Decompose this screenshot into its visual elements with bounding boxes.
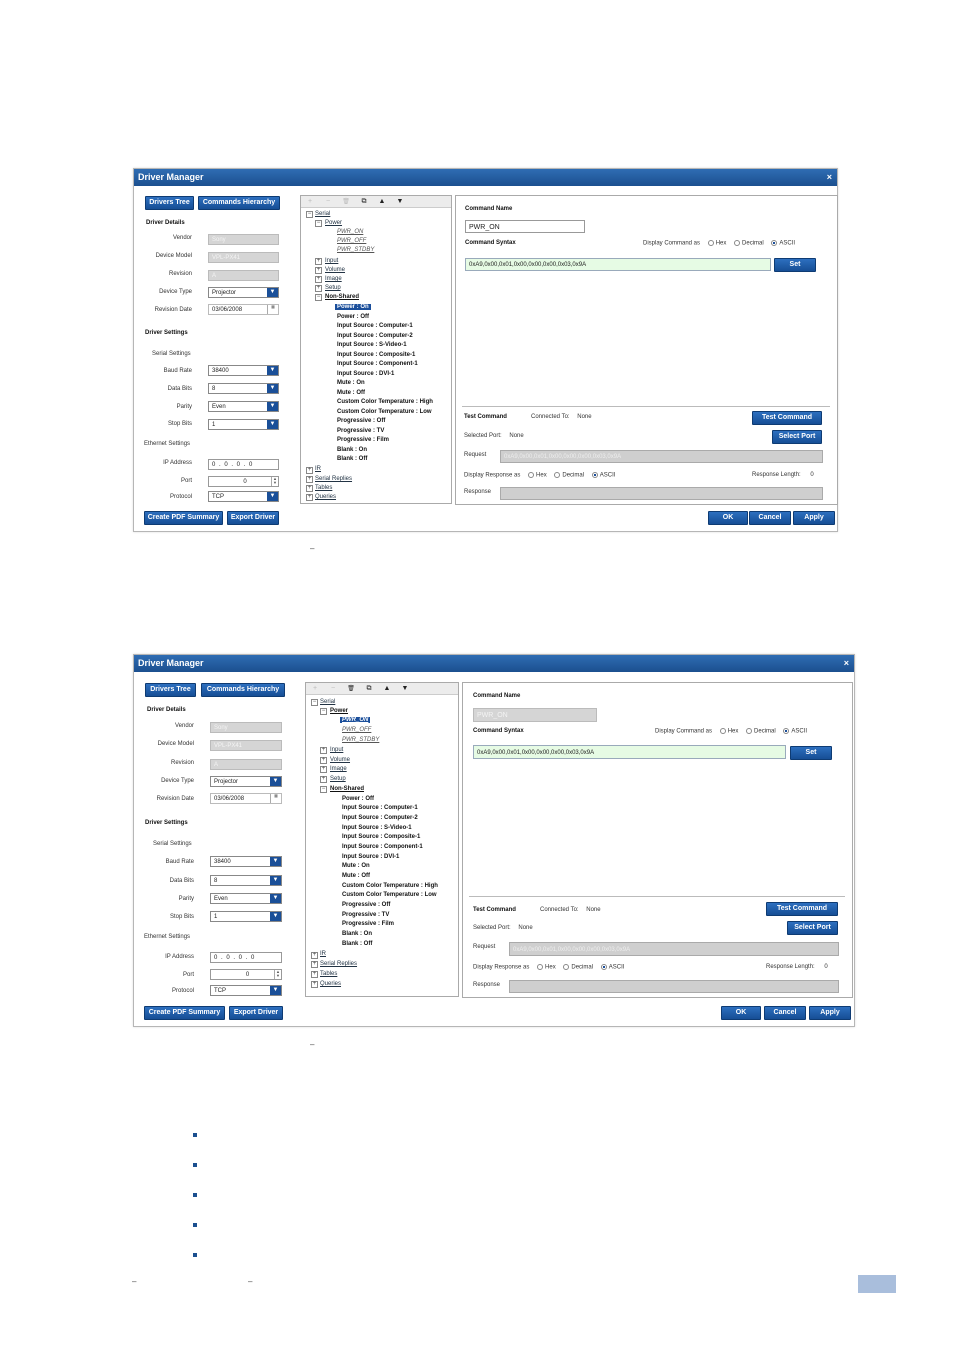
tree-node-cmd[interactable]: Progressive : Film (337, 437, 390, 443)
dialog-title-bar[interactable] (134, 655, 854, 672)
command-syntax-label: Command Syntax (473, 728, 524, 734)
chevron-down-icon[interactable]: ▼ (270, 986, 281, 995)
footer-dash-1: – (132, 1277, 137, 1286)
tree-node-cmd[interactable]: Progressive : Off (337, 418, 386, 424)
stop-bits-label: Stop Bits (169, 914, 194, 920)
copy-icon[interactable]: ⧉ (366, 685, 372, 692)
revision-label: Revision (168, 271, 192, 277)
tree-node-pwr-off[interactable]: PWR_OFF (337, 238, 367, 244)
tree-node-image[interactable]: Image (330, 766, 347, 772)
decimal-label: Decimal (562, 472, 585, 479)
request-field[interactable]: 0xA9,0x00,0x01,0x00,0x00,0x00,0x03,0x9A (509, 942, 839, 956)
response-length-label: Response Length: (752, 472, 801, 478)
display-response-label: Display Response as (473, 964, 530, 971)
selected-port-group (473, 925, 533, 931)
command-name-label: Command Name (465, 206, 513, 212)
tree-node-cmd[interactable]: Progressive : Off (342, 902, 391, 908)
display-command-as-group (655, 728, 807, 735)
expand-icon[interactable]: + (307, 476, 312, 482)
stop-bits-label: Stop Bits (167, 421, 192, 427)
driver-details-heading: Driver Details (146, 220, 185, 226)
vendor-field[interactable]: Sony (208, 234, 279, 245)
display-command-as-label: Display Command as (655, 728, 713, 735)
display-command-as-label: Display Command as (643, 240, 701, 247)
command-name-input[interactable]: PWR_ON (465, 220, 585, 233)
port-value: 0 (243, 479, 247, 485)
expand-icon[interactable]: + (316, 258, 321, 264)
dialog-title-bar[interactable] (134, 169, 837, 186)
select-port-button[interactable]: Select Port (787, 921, 838, 935)
response-length-value: 0 (810, 472, 814, 478)
tree-node-cmd[interactable]: Input Source : Computer-2 (342, 815, 418, 821)
add-icon[interactable]: + (307, 198, 313, 205)
close-icon[interactable]: × (826, 172, 832, 182)
ascii-label: ASCII (779, 240, 796, 247)
baud-rate-value: 38400 (214, 859, 231, 865)
tree-node-ir[interactable]: IR (320, 951, 326, 957)
set-button[interactable]: Set (774, 258, 816, 272)
port-field[interactable] (210, 969, 282, 980)
driver-manager-dialog-1 (133, 168, 838, 532)
ethernet-settings-label: Ethernet Settings (144, 441, 191, 447)
device-type-select[interactable] (210, 776, 282, 787)
delete-icon[interactable]: 🗑 (342, 199, 350, 205)
revision-date-label: Revision Date (156, 796, 194, 802)
ascii-label: ASCII (791, 728, 808, 735)
data-bits-select[interactable] (210, 875, 282, 886)
parity-label: Parity (178, 896, 194, 902)
copy-icon[interactable]: ⧉ (361, 198, 367, 205)
decimal-label: Decimal (571, 964, 594, 971)
protocol-value: TCP (212, 494, 224, 500)
protocol-label: Protocol (171, 988, 194, 994)
chevron-down-icon[interactable]: ▼ (270, 857, 281, 866)
tree-node-cmd[interactable]: Input Source : Component-1 (337, 361, 418, 367)
tree-node-cmd[interactable]: Input Source : Computer-1 (342, 805, 418, 811)
apply-button[interactable]: Apply (793, 511, 835, 525)
close-icon[interactable]: × (843, 658, 849, 668)
hex-radio[interactable] (708, 240, 714, 246)
tree-node-cmd[interactable]: Input Source : Composite-1 (337, 352, 416, 358)
parity-value: Even (212, 404, 226, 410)
revision-date-value: 03/06/2008 (212, 307, 243, 313)
chevron-down-icon[interactable]: ▼ (267, 384, 278, 393)
move-up-icon[interactable]: ▲ (383, 685, 391, 692)
baud-rate-label: Baud Rate (165, 859, 194, 865)
apply-button[interactable]: Apply (809, 1006, 851, 1020)
display-response-group (473, 964, 624, 971)
device-type-value: Projector (212, 290, 237, 296)
selected-port-value: None (509, 433, 524, 439)
data-bits-value: 8 (214, 878, 218, 884)
device-type-label: Device Type (161, 778, 194, 784)
device-model-label: Device Model (155, 253, 192, 259)
tree-node-cmd[interactable]: Progressive : Film (342, 921, 395, 927)
tree-node-cmd[interactable]: Power : Off (337, 314, 370, 320)
stop-bits-select[interactable] (208, 419, 279, 430)
chevron-down-icon[interactable]: ▼ (270, 912, 281, 921)
revision-label: Revision (170, 760, 194, 766)
selected-port-value: None (518, 925, 533, 931)
driver-settings-heading: Driver Settings (145, 820, 188, 826)
caption-dash-1: – (310, 544, 315, 553)
tree-node-ir[interactable]: IR (315, 466, 321, 472)
create-pdf-summary-button[interactable]: Create PDF Summary (144, 511, 223, 525)
port-label: Port (182, 972, 194, 978)
tree-node-cmd[interactable]: Mute : On (337, 380, 365, 386)
cancel-button[interactable]: Cancel (764, 1006, 806, 1020)
decimal-label: Decimal (742, 240, 764, 247)
ok-button[interactable]: OK (708, 511, 748, 525)
selected-port-label: Selected Port: (464, 433, 502, 439)
hex-radio[interactable] (537, 964, 543, 970)
move-down-icon[interactable]: ▼ (396, 198, 404, 205)
revision-date-picker[interactable] (208, 304, 279, 315)
port-field[interactable] (208, 476, 279, 487)
vendor-label: Vendor (172, 235, 192, 241)
caption-dash-2: – (310, 1040, 315, 1049)
display-response-group (464, 472, 615, 479)
spinner-arrows-icon[interactable]: ▲ ▼ (274, 970, 281, 979)
tree-node-cmd[interactable]: Blank : Off (337, 456, 368, 462)
revision-date-label: Revision Date (154, 307, 192, 313)
tree-node-power-on-selected[interactable]: Power : On (337, 304, 369, 310)
baud-rate-select[interactable] (210, 856, 282, 867)
protocol-select[interactable] (208, 491, 279, 502)
port-value: 0 (245, 972, 250, 978)
export-driver-button[interactable]: Export Driver (229, 1006, 283, 1020)
footer-dash-2: – (248, 1277, 253, 1286)
decimal-radio[interactable] (734, 240, 740, 246)
tree-node-power[interactable]: Power (325, 220, 343, 226)
tree-node-non-shared[interactable]: Non-Shared (325, 294, 360, 300)
tree-node-cmd[interactable]: Input Source : Composite-1 (342, 834, 421, 840)
tree-node-non-shared[interactable]: Non-Shared (330, 786, 365, 792)
data-bits-select[interactable] (208, 383, 279, 394)
chevron-down-icon[interactable]: ▼ (267, 288, 278, 297)
dialog-title: Driver Manager (138, 172, 204, 182)
cancel-button[interactable]: Cancel (749, 511, 791, 525)
tree-node-serial[interactable]: Serial (315, 211, 331, 217)
vendor-label: Vendor (174, 723, 194, 729)
tree-node-cmd[interactable]: Input Source : S-Video-1 (337, 342, 407, 348)
connected-to-value: None (577, 414, 592, 420)
hex-radio[interactable] (528, 472, 534, 478)
tree-node-cmd[interactable]: Blank : On (337, 447, 368, 453)
chevron-down-icon[interactable]: ▼ (270, 876, 281, 885)
expand-icon[interactable]: + (307, 467, 312, 473)
tree-node-cmd[interactable]: Progressive : TV (342, 912, 390, 918)
expand-icon[interactable]: + (312, 961, 317, 967)
tree-node-cmd[interactable]: Input Source : Computer-1 (337, 323, 413, 329)
response-length-label: Response Length: (766, 964, 815, 970)
ascii-radio[interactable] (592, 472, 598, 478)
decimal-radio[interactable] (563, 964, 569, 970)
stop-bits-value: 1 (214, 914, 218, 920)
chevron-down-icon[interactable]: ▼ (267, 420, 278, 429)
revision-field[interactable]: A (210, 759, 282, 770)
collapse-icon[interactable]: − (312, 699, 317, 705)
tree-node-setup[interactable]: Setup (330, 776, 346, 782)
parity-label: Parity (176, 404, 192, 410)
request-label: Request (473, 944, 496, 950)
tree-toolbar (306, 683, 458, 695)
data-bits-label: Data Bits (169, 878, 194, 884)
response-field[interactable] (500, 487, 823, 500)
divider (469, 896, 845, 897)
tree-node-cmd[interactable]: Input Source : S-Video-1 (342, 825, 412, 831)
tree-node-cmd[interactable]: Input Source : Component-1 (342, 844, 423, 850)
driver-settings-heading: Driver Settings (145, 330, 188, 336)
commands-hierarchy-button[interactable]: Commands Hierarchy (201, 683, 285, 697)
device-type-value: Projector (214, 779, 239, 785)
tree-node-setup[interactable]: Setup (325, 285, 341, 291)
tree-node-volume[interactable]: Volume (330, 757, 351, 763)
tree-node-tables[interactable]: Tables (320, 971, 338, 977)
baud-rate-label: Baud Rate (163, 368, 192, 374)
calendar-icon[interactable]: ▦ (270, 794, 281, 803)
collapse-icon[interactable]: − (316, 220, 321, 226)
tree-node-cmd[interactable]: Input Source : DVI-1 (342, 854, 400, 860)
test-command-button[interactable]: Test Command (766, 902, 838, 916)
selected-port-group (464, 433, 524, 439)
tree-node-input[interactable]: Input (330, 747, 344, 753)
export-driver-button[interactable]: Export Driver (227, 511, 279, 525)
protocol-label: Protocol (169, 494, 192, 500)
expand-icon[interactable]: + (316, 267, 321, 273)
tree-node-pwr-on-selected[interactable]: PWR_ON (342, 717, 369, 723)
tree-node-serial-replies[interactable]: Serial Replies (320, 961, 358, 967)
add-icon[interactable]: + (312, 685, 318, 692)
tree-node-queries[interactable]: Queries (315, 494, 337, 500)
command-name-input[interactable]: PWR_ON (473, 708, 597, 722)
vendor-field[interactable]: Sony (210, 722, 282, 733)
tree-node-pwr-off[interactable]: PWR_OFF (342, 727, 372, 733)
delete-icon[interactable]: 🗑 (347, 686, 355, 692)
tree-node-power[interactable]: Power (330, 708, 349, 714)
tree-node-pwr-on[interactable]: PWR_ON (337, 229, 364, 235)
tree-node-cmd[interactable]: Input Source : Computer-2 (337, 333, 413, 339)
command-syntax-input[interactable]: 0xA9,0x00,0x01,0x00,0x00,0x00,0x03,0x9A (465, 258, 771, 271)
remove-icon[interactable]: − (325, 198, 331, 205)
tree-node-image[interactable]: Image (325, 276, 342, 282)
decimal-radio[interactable] (554, 472, 560, 478)
display-command-as-group (643, 240, 795, 247)
tree-node-cmd[interactable]: Custom Color Temperature : High (342, 883, 438, 889)
expand-icon[interactable]: + (307, 494, 312, 500)
test-command-button[interactable]: Test Command (752, 411, 822, 425)
page-number-box (858, 1275, 896, 1293)
bullet-marker (193, 1223, 197, 1227)
response-length-group (752, 472, 814, 478)
port-label: Port (180, 478, 192, 484)
tree-node-pwr-stdby[interactable]: PWR_STDBY (337, 247, 375, 253)
revision-date-picker[interactable] (210, 793, 282, 804)
chevron-down-icon[interactable]: ▼ (270, 894, 281, 903)
tree-node-cmd[interactable]: Blank : On (342, 931, 373, 937)
ascii-radio[interactable] (601, 964, 607, 970)
request-label: Request (464, 452, 487, 458)
hex-label: Hex (545, 964, 556, 971)
ascii-label: ASCII (608, 964, 625, 971)
stop-bits-select[interactable] (210, 911, 282, 922)
tree-node-cmd[interactable]: Mute : Off (337, 390, 365, 396)
set-button[interactable]: Set (790, 746, 832, 760)
select-port-button[interactable]: Select Port (772, 430, 822, 444)
connected-to-label: Connected To: (540, 907, 579, 913)
connected-to-group (540, 907, 601, 913)
device-model-label: Device Model (157, 741, 194, 747)
stop-bits-value: 1 (212, 422, 216, 428)
create-pdf-summary-button[interactable]: Create PDF Summary (144, 1006, 225, 1020)
expand-icon[interactable]: + (312, 981, 317, 987)
tree-node-queries[interactable]: Queries (320, 981, 342, 987)
serial-settings-label: Serial Settings (152, 351, 191, 357)
chevron-down-icon[interactable]: ▼ (267, 402, 278, 411)
revision-date-value: 03/06/2008 (214, 796, 245, 802)
ethernet-settings-label: Ethernet Settings (144, 934, 191, 940)
expand-icon[interactable]: + (316, 285, 321, 291)
drivers-tree-button[interactable]: Drivers Tree (145, 196, 194, 210)
decimal-radio[interactable] (746, 728, 752, 734)
response-label: Response (473, 982, 501, 988)
chevron-down-icon[interactable]: ▼ (267, 366, 278, 375)
ip-address-field[interactable]: 0 . 0 . 0 . 0 (210, 952, 282, 963)
response-label: Response (464, 489, 492, 495)
protocol-value: TCP (214, 988, 226, 994)
bullet-marker (193, 1163, 197, 1167)
tree-node-cmd[interactable]: Power : Off (342, 796, 375, 802)
drivers-tree-button[interactable]: Drivers Tree (145, 683, 196, 697)
connected-to-label: Connected To: (531, 414, 570, 420)
ascii-radio[interactable] (783, 728, 789, 734)
expand-icon[interactable]: + (312, 971, 317, 977)
parity-select[interactable] (208, 401, 279, 412)
commands-hierarchy-button[interactable]: Commands Hierarchy (198, 196, 280, 210)
device-type-select[interactable] (208, 287, 279, 298)
tree-node-cmd[interactable]: Input Source : DVI-1 (337, 371, 395, 377)
expand-icon[interactable]: + (321, 776, 326, 782)
driver-manager-dialog-2 (133, 654, 855, 1027)
bullet-marker (193, 1133, 197, 1137)
command-syntax-input[interactable]: 0xA9,0x00,0x01,0x00,0x00,0x00,0x03,0x9A (473, 745, 786, 759)
dialog-title: Driver Manager (138, 658, 204, 668)
chevron-down-icon[interactable]: ▼ (270, 777, 281, 786)
commands-tree-panel (305, 682, 459, 997)
collapse-icon[interactable]: − (316, 294, 321, 300)
move-up-icon[interactable]: ▲ (378, 198, 386, 205)
tree-node-serial-replies[interactable]: Serial Replies (315, 476, 353, 482)
response-field[interactable] (509, 980, 839, 993)
command-name-label: Command Name (473, 693, 521, 699)
tree-node-volume[interactable]: Volume (325, 267, 346, 273)
ascii-radio[interactable] (771, 240, 777, 246)
tree-node-pwr-stdby[interactable]: PWR_STDBY (342, 737, 380, 743)
tree-node-cmd[interactable]: Progressive : TV (337, 428, 385, 434)
expand-icon[interactable]: + (321, 766, 326, 772)
decimal-label: Decimal (754, 728, 776, 735)
ascii-label: ASCII (599, 472, 616, 479)
command-details-panel (462, 682, 853, 998)
device-model-field[interactable]: VPL-PX41 (210, 740, 282, 751)
expand-icon[interactable]: + (321, 747, 326, 753)
data-bits-value: 8 (212, 386, 216, 392)
ok-button[interactable]: OK (721, 1006, 761, 1020)
driver-details-heading: Driver Details (147, 707, 186, 713)
hex-label: Hex (536, 472, 547, 479)
response-length-group (766, 964, 828, 970)
collapse-icon[interactable]: − (321, 708, 326, 714)
ip-address-label: IP Address (165, 954, 194, 960)
ip-address-field[interactable]: 0 . 0 . 0 . 0 (208, 459, 279, 470)
connected-to-value: None (586, 907, 601, 913)
tree-node-cmd[interactable]: Custom Color Temperature : High (337, 399, 433, 405)
collapse-icon[interactable]: − (307, 211, 312, 217)
hex-label: Hex (715, 240, 727, 247)
expand-icon[interactable]: + (321, 757, 326, 763)
collapse-icon[interactable]: − (321, 786, 326, 792)
baud-rate-value: 38400 (212, 368, 229, 374)
device-model-field[interactable]: VPL-PX41 (208, 252, 279, 263)
tree-node-cmd[interactable]: Mute : On (342, 863, 370, 869)
display-response-label: Display Response as (464, 472, 521, 479)
parity-value: Even (214, 896, 228, 902)
bullet-marker (193, 1193, 197, 1197)
response-length-value: 0 (824, 964, 828, 970)
ip-address-label: IP Address (163, 460, 192, 466)
spinner-arrows-icon[interactable]: ▲ ▼ (271, 477, 278, 486)
test-command-label: Test Command (464, 414, 507, 420)
connected-to-group (531, 414, 592, 420)
hex-radio[interactable] (720, 728, 726, 734)
baud-rate-select[interactable] (208, 365, 279, 376)
tree-node-cmd[interactable]: Custom Color Temperature : Low (342, 892, 437, 898)
calendar-icon[interactable]: ▦ (267, 305, 278, 314)
chevron-down-icon[interactable]: ▼ (267, 492, 278, 501)
hex-label: Hex (727, 728, 739, 735)
request-field[interactable]: 0xA9,0x00,0x01,0x00,0x00,0x00,0x03,0x9A (500, 450, 823, 463)
divider (462, 406, 830, 407)
tree-node-tables[interactable]: Tables (315, 485, 333, 491)
tree-node-input[interactable]: Input (325, 258, 339, 264)
serial-settings-label: Serial Settings (153, 841, 192, 847)
parity-select[interactable] (210, 893, 282, 904)
remove-icon[interactable]: − (330, 685, 336, 692)
expand-icon[interactable]: + (312, 952, 317, 958)
expand-icon[interactable]: + (316, 276, 321, 282)
command-syntax-label: Command Syntax (465, 240, 516, 246)
device-type-label: Device Type (159, 289, 192, 295)
test-command-label: Test Command (473, 907, 516, 913)
tree-node-cmd[interactable]: Blank : Off (342, 941, 373, 947)
data-bits-label: Data Bits (167, 386, 192, 392)
selected-port-label: Selected Port: (473, 925, 511, 931)
move-down-icon[interactable]: ▼ (401, 685, 409, 692)
command-details-panel (455, 195, 838, 505)
commands-tree-panel (300, 195, 452, 504)
bullet-marker (193, 1253, 197, 1257)
tree-node-cmd[interactable]: Custom Color Temperature : Low (337, 409, 432, 415)
revision-field[interactable]: A (208, 270, 279, 281)
tree-node-serial[interactable]: Serial (320, 699, 336, 705)
tree-node-cmd[interactable]: Mute : Off (342, 873, 370, 879)
protocol-select[interactable] (210, 985, 282, 996)
tree-toolbar (301, 196, 451, 208)
expand-icon[interactable]: + (307, 485, 312, 491)
